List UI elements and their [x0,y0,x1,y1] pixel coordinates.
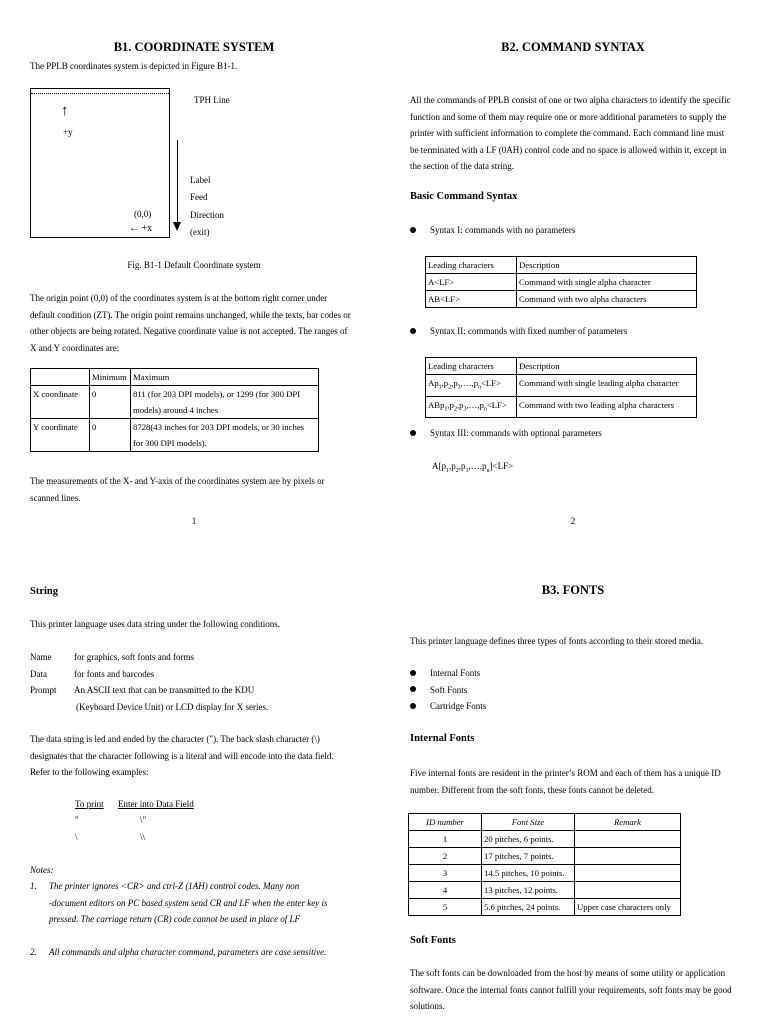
table-header [31,369,90,386]
bullet-icon [410,430,416,436]
text-line: software. Once the internal fonts cannot fulfill your requirements, soft fonts may be good [410,984,732,995]
text-line: solutions. [410,1001,445,1011]
soft-fonts-heading: Soft Fonts [410,935,456,946]
internal-fonts-heading: Internal Fonts [410,733,475,744]
definition-desc: for graphics, soft fonts and forms [74,652,194,662]
internal-fonts-paragraph [410,765,721,798]
plus-x-label: ← +x [129,223,153,234]
definition-row [30,649,268,666]
syntax-2-item [410,326,627,336]
basic-syntax-heading: Basic Command Syntax [410,191,518,202]
table-cell [575,882,681,899]
table-header: Leading characters [426,257,517,274]
syntax-1-item [410,225,575,235]
note-line: The printer ignores <CR> and ctrl-Z (1AH) control codes. Many non [49,881,300,891]
table-row [31,386,319,419]
note-line: -document editors on PC based system send CR and LF when the enter key is [49,897,328,908]
font-type-label: Internal Fonts [430,668,481,678]
bullet-icon [410,328,416,334]
text-line: The data string is led and ended by the character ("). The back slash character (\) [30,734,320,744]
table-row [426,396,697,418]
table-header-row [426,257,697,274]
font-types-list [410,665,486,715]
internal-fonts-table [408,813,681,916]
note-number: 1. [30,881,37,891]
table-cell: 13 pitches, 12 points. [482,882,575,899]
coordinate-range-table [30,368,319,452]
string-intro: This printer language uses data string under the following conditions. [30,619,280,629]
table-cell: 0 [90,386,131,419]
origin-label: (0,0) [134,209,152,219]
table-row [409,831,681,848]
table-cell: Upper case characters only [575,899,681,916]
text-line: scanned lines. [30,492,81,503]
note-line: pressed. The carriage return (CR) code cannot be used in place of LF [49,914,301,924]
table-cell [575,848,681,865]
table-cell: 17 pitches, 7 points. [482,848,575,865]
table-cell: Command with single leading alpha character [517,375,697,397]
table-header: Remark [575,814,681,831]
definition-term: Data [30,668,47,679]
string-paragraph [30,731,334,781]
definition-row [30,666,268,683]
feed-label-line: Feed [190,192,208,203]
table-header-row [31,369,319,386]
table-cell: 1 [409,831,482,848]
cmd-prefix: Ap [428,378,439,388]
up-arrow-icon: ↑ [61,103,69,119]
table-cell: Command with single alpha character [517,274,697,291]
table-header: Maximum [131,369,319,386]
cell-line: 8728(43 inches for 203 DPI models, or 30 inches [133,422,305,432]
list-item [410,682,486,699]
example-enter-value: \\ [140,832,146,842]
plus-y-label: +y [63,127,73,137]
table-cell: 2 [409,848,482,865]
definition-desc: for fonts and barcodes [74,668,155,679]
definition-desc: An ASCII text that can be transmitted to the KDU [74,685,255,695]
text-line: printer with sufficient information to complete the command. Each command line must [410,128,725,138]
table-header: Description [517,358,697,375]
syntax-2-table [425,357,697,418]
example-enter-value: \" [140,815,147,825]
text-line: other objects are being rotated. Negative coordinate value is not accepted. The ranges of [30,326,348,336]
table-cell: Command with two leading alpha characters [517,396,697,418]
definition-desc-continued: (Keyboard Device Unit) or LCD display for X series. [76,701,269,712]
feed-arrow-icon [173,140,183,232]
bullet-icon [410,670,416,676]
b1-measure-paragraph [30,473,325,506]
text-line: designates that the character following is a literal and will encode into the data field. [30,750,334,761]
notes-label: Notes: [30,865,54,875]
table-cell: $Ap_1,p_2,p_3,\dots,p_n<LF>$ [426,375,517,397]
cmd-prefix: ABp [428,399,445,410]
text-line: X and Y coordinates are: [30,342,120,353]
table-cell: 5 [409,899,482,916]
table-cell: X coordinate [31,386,90,419]
text-line: The measurements of the X- and Y-axis of the coordinates system are by pixels or [30,476,325,486]
font-type-label: Cartridge Fonts [430,701,487,711]
table-row [31,419,319,452]
table-cell: 20 pitches, 6 points. [482,831,575,848]
table-row [409,899,681,916]
table-row [409,848,681,865]
text-line: be terminated with a LF (0AH) control code and no space is allowed within it, except in [410,144,727,155]
text-line: number. Different from the soft fonts, these fonts cannot be deleted. [410,784,655,795]
table-row [409,882,681,899]
coordinate-figure [30,88,170,238]
note-number: 2. [30,947,37,957]
note-2 [30,947,326,957]
table-header: Minimum [90,369,131,386]
optional-syntax-example: $A[p_1,p_2,p_3,\dots,p_n]<LF>$ [432,461,514,474]
table-row [426,375,697,397]
definition-term: Prompt [30,685,57,695]
table-row [409,865,681,882]
b3-title: B3. FONTS [541,583,605,597]
table-cell: Y coordinate [31,419,90,452]
tph-line-label: TPH Line [194,95,230,105]
text-line: Refer to the following examples: [30,767,149,777]
syntax-3-label: Syntax III: commands with optional parameters [430,428,602,438]
figure-caption: Fig. B1-1 Default Coordinate system [127,260,261,270]
b1-paragraph [30,290,351,356]
table-cell: 3 [409,865,482,882]
table-row [426,274,697,291]
example-header-enter: Enter into Data Field [118,799,194,809]
string-definitions [30,649,268,715]
soft-fonts-paragraph [410,965,732,1015]
syntax-1-label: Syntax I: commands with no parameters [430,225,576,235]
b1-intro: The PPLB coordinates system is depicted in Figure B1-1. [30,61,238,71]
table-header-row [409,814,681,831]
table-header: Font Size [482,814,575,831]
definition-row [30,682,268,699]
table-cell [131,419,319,452]
table-cell [575,865,681,882]
table-cell: 5.6 pitches, 24 points. [482,899,575,916]
table-cell: 0 [90,419,131,452]
syntax-2-label: Syntax II: commands with fixed number of parameters [430,326,628,336]
feed-label-line: (exit) [190,226,210,237]
feed-label-line: Label [190,175,211,185]
bullet-icon [410,227,416,233]
table-cell: $ABp_1,p_2,p_3,\dots,p_n<LF>$ [426,396,517,418]
b2-title: B2. COMMAND SYNTAX [501,40,645,54]
text-line: The soft fonts can be downloaded from the host by means of some utility or application [410,968,726,978]
syntax-1-table [425,256,697,308]
table-header-row [426,358,697,375]
cell-line: 811 (for 203 DPI models), or 1299 (for 300 DPI [133,389,301,399]
cell-line: models) around 4 inches [133,405,219,415]
b3-intro: This printer language defines three types of fonts according to their stored media. [410,636,704,646]
table-cell [131,386,319,419]
page-number: 1 [191,516,197,526]
table-cell: 14.5 pitches, 10 points. [482,865,575,882]
note-1 [30,878,327,928]
string-heading: String [30,586,59,597]
text-line: the section of the data string. [410,161,514,171]
feed-direction-labels [190,172,224,241]
text-line: function and some of them may require one or more additional parameters to supply the [410,111,727,122]
table-cell [575,831,681,848]
table-cell: A<LF> [426,274,517,291]
table-header: Description [517,257,697,274]
table-header: Leading characters [426,358,517,375]
text-line: Five internal fonts are resident in the printer’s ROM and each of them has a unique ID [410,768,721,778]
page-number: 2 [570,516,576,526]
cmd-prefix: A[p [432,461,446,471]
example-print-value: \ [75,832,78,842]
bullet-icon [410,686,416,692]
b1-title: B1. COORDINATE SYSTEM [113,40,275,54]
tph-line-marker [31,93,169,94]
text-line: All the commands of PPLB consist of one or two alpha characters to identify the specific [410,95,731,105]
feed-label-line: Direction [190,209,224,220]
font-type-label: Soft Fonts [430,684,468,695]
table-cell: Command with two alpha characters [517,291,697,308]
table-row [426,291,697,308]
table-cell: AB<LF> [426,291,517,308]
list-item [410,698,486,715]
example-print-value: " [75,815,79,825]
note-line: All commands and alpha character command, parameters are case sensitive. [49,947,327,957]
text-line: The origin point (0,0) of the coordinates system is at the bottom right corner under [30,293,328,303]
table-header: ID number [409,814,482,831]
b2-paragraph [410,92,731,175]
text-line: default condition (ZT). The origin point remains unchanged, while the texts, bar codes or [30,309,351,320]
definition-term: Name [30,652,52,662]
list-item [410,665,486,682]
syntax-3-item [410,428,602,438]
table-cell: 4 [409,882,482,899]
example-header-print: To print [75,799,104,809]
cell-line: for 300 DPI models). [133,438,207,448]
bullet-icon [410,703,416,709]
